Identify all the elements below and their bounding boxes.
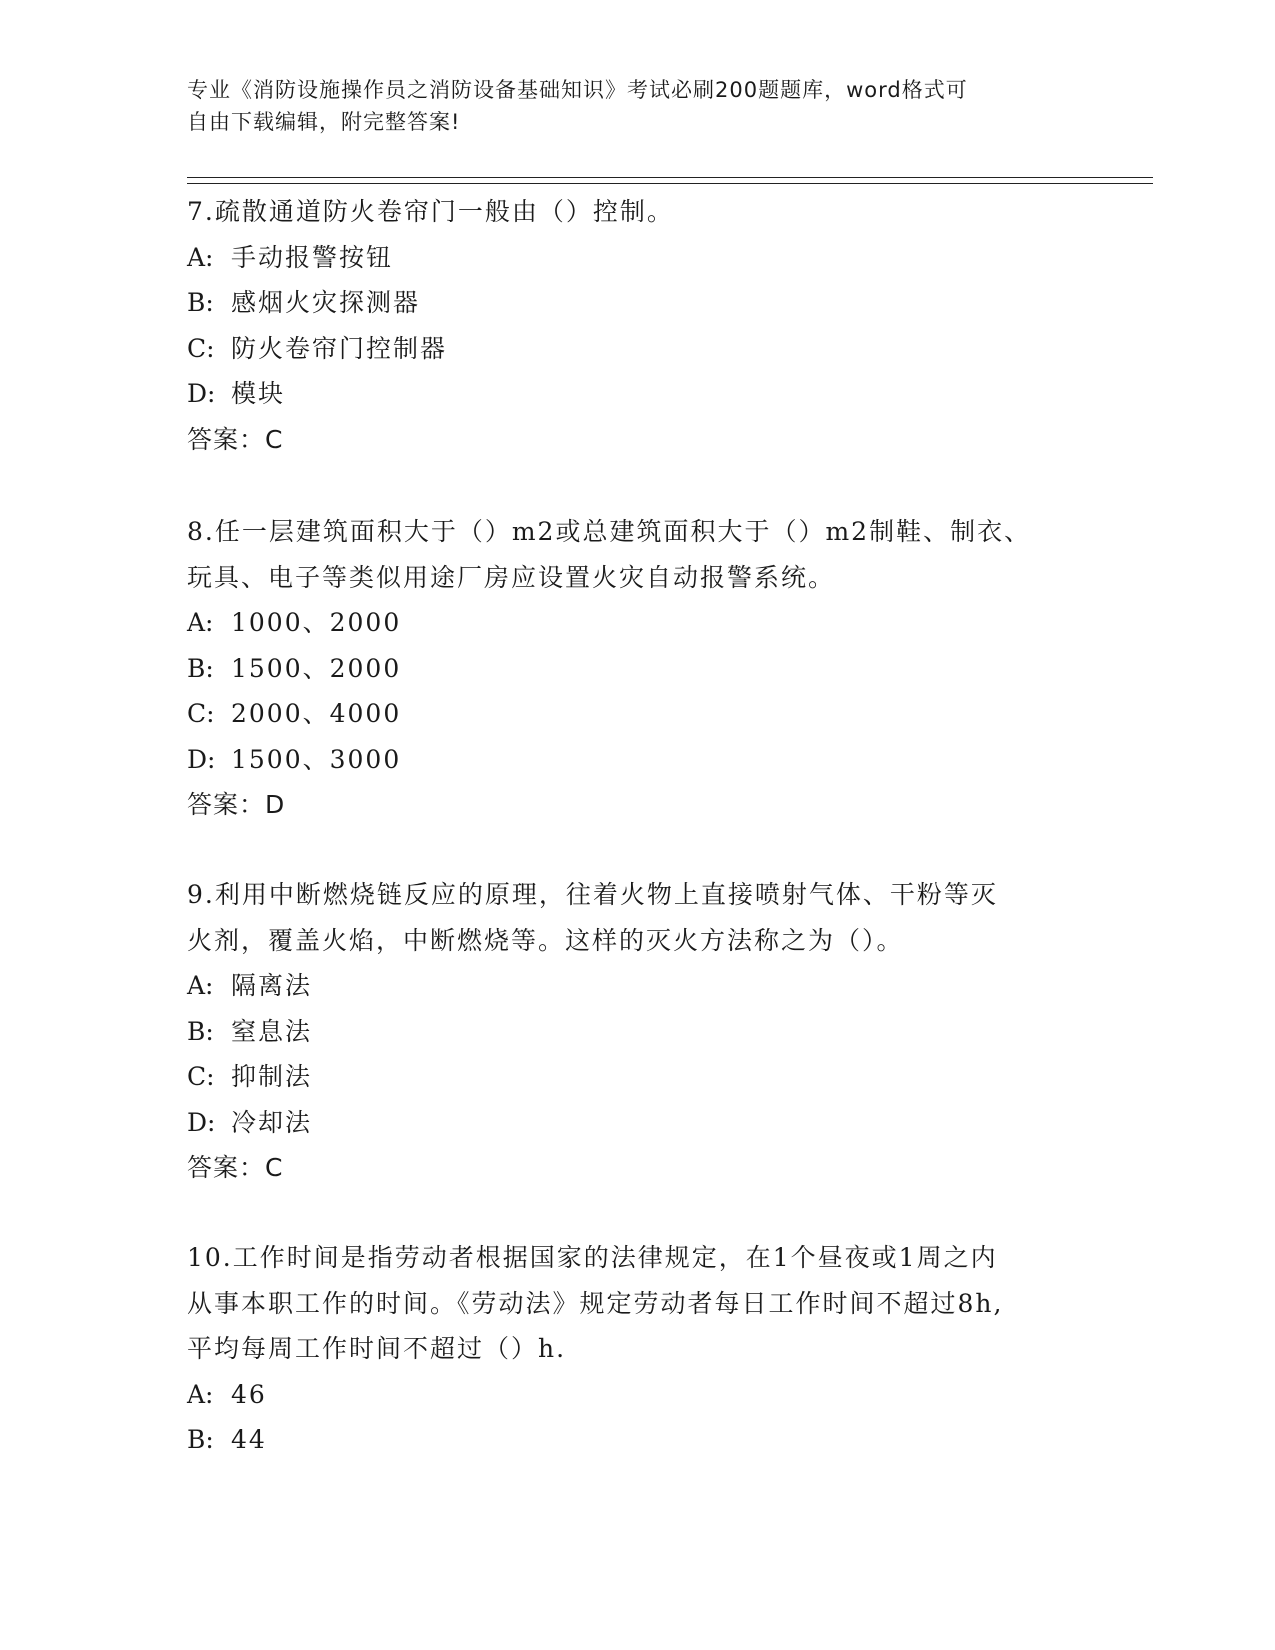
header-line-2: 自由下载编辑，附完整答案! <box>187 110 461 134</box>
option-text: 抑制法 <box>231 1062 313 1091</box>
header-divider-top <box>187 177 1153 178</box>
option-letter: A: <box>187 1379 214 1409</box>
answer-line: 答案：C <box>187 424 284 454</box>
option-text: 手动报警按钮 <box>231 242 394 272</box>
option-letter: C: <box>187 333 215 363</box>
option-text: 模块 <box>231 379 286 408</box>
option-d <box>187 737 1087 783</box>
option-a <box>187 1372 1087 1418</box>
option-text: 44 <box>231 1425 267 1454</box>
header-divider-bottom <box>187 183 1153 184</box>
option-a <box>187 235 1087 281</box>
question-stem: 9.利用中断燃烧链反应的原理，往着火物上直接喷射气体、干粉等灭 <box>187 880 998 909</box>
question-stem: 玩具、电子等类似用途厂房应设置火灾自动报警系统。 <box>187 562 836 592</box>
option-letter: D: <box>187 744 216 774</box>
option-text: 窒息法 <box>231 1016 313 1046</box>
option-a <box>187 600 1087 646</box>
question-7 <box>187 189 1087 462</box>
document-header <box>187 74 1067 138</box>
option-b <box>187 1417 1087 1463</box>
answer-line: 答案：C <box>187 1153 284 1182</box>
option-text: 防火卷帘门控制器 <box>231 333 448 363</box>
question-stem: 从事本职工作的时间。《劳动法》规定劳动者每日工作时间不超过8h, <box>187 1288 1004 1318</box>
option-letter: B: <box>187 1425 214 1454</box>
option-b <box>187 280 1087 326</box>
question-stem: 火剂，覆盖火焰，中断燃烧等。这样的灭火方法称之为（）。 <box>187 925 904 955</box>
option-letter: A: <box>187 971 214 1000</box>
answer-line: 答案：D <box>187 790 286 819</box>
option-c <box>187 1054 1087 1100</box>
option-text: 1000、2000 <box>231 608 402 637</box>
option-b <box>187 646 1087 692</box>
question-stem: 8.任一层建筑面积大于（）m2或总建筑面积大于（）m2制鞋、制衣、 <box>187 517 1032 546</box>
option-letter: D: <box>187 379 216 408</box>
option-d <box>187 1100 1087 1146</box>
option-c <box>187 691 1087 737</box>
question-8 <box>187 509 1087 828</box>
option-text: 2000、4000 <box>231 699 402 728</box>
option-letter: B: <box>187 288 214 317</box>
header-line-1: 专业《消防设施操作员之消防设备基础知识》考试必刷200题题库，word格式可 <box>187 78 968 102</box>
question-stem: 7.疏散通道防火卷帘门一般由（）控制。 <box>187 197 674 226</box>
option-letter: D: <box>187 1107 216 1137</box>
option-letter: A: <box>187 608 214 637</box>
option-letter: B: <box>187 1016 214 1046</box>
option-d <box>187 371 1087 417</box>
option-c <box>187 326 1087 372</box>
option-text: 1500、3000 <box>231 744 402 774</box>
question-stem: 平均每周工作时间不超过（）h. <box>187 1334 567 1363</box>
option-b <box>187 1009 1087 1055</box>
option-letter: C: <box>187 1062 215 1091</box>
question-9 <box>187 872 1087 1191</box>
option-text: 冷却法 <box>231 1107 313 1137</box>
option-text: 1500、2000 <box>231 653 402 683</box>
option-a <box>187 963 1087 1009</box>
option-text: 46 <box>231 1379 267 1409</box>
question-10 <box>187 1235 1087 1463</box>
option-text: 感烟火灾探测器 <box>231 288 421 317</box>
question-stem: 10.工作时间是指劳动者根据国家的法律规定，在1个昼夜或1周之内 <box>187 1243 998 1272</box>
option-text: 隔离法 <box>231 971 313 1000</box>
option-letter: A: <box>187 242 214 272</box>
option-letter: C: <box>187 699 215 728</box>
option-letter: B: <box>187 653 214 683</box>
